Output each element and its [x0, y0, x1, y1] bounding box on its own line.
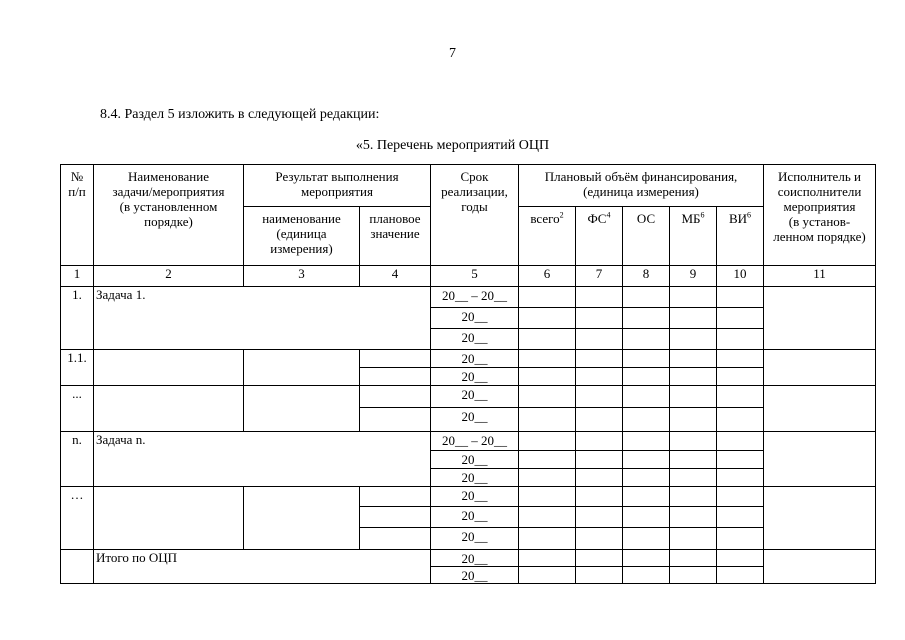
- finance-cell: [576, 350, 623, 368]
- header-executor: Исполнитель и соисполнители мероприятия (в установ- ленном порядке): [764, 165, 876, 266]
- finance-cell: [623, 567, 670, 584]
- finance-cell: [576, 550, 623, 567]
- measure-number: 1.1.: [61, 350, 94, 386]
- finance-cell: [717, 329, 764, 350]
- finance-cell: [717, 451, 764, 469]
- year-cell: 20__ – 20__: [431, 432, 519, 451]
- finance-cell: [623, 507, 670, 528]
- header-result-name: наименование (единица измерения): [244, 207, 360, 266]
- year-cell: 20__: [431, 308, 519, 329]
- finance-cell: [717, 469, 764, 487]
- finance-cell: [519, 432, 576, 451]
- header-term: Срок реализации, годы: [431, 165, 519, 266]
- finance-cell: [519, 469, 576, 487]
- measure-number: ...: [61, 386, 94, 432]
- finance-cell: [576, 368, 623, 386]
- finance-cell: [519, 408, 576, 432]
- finance-cell: [519, 550, 576, 567]
- header-result-group: Результат выполнения мероприятия: [244, 165, 431, 207]
- finance-cell: [717, 507, 764, 528]
- finance-cell: [623, 487, 670, 507]
- finance-cell: [519, 528, 576, 550]
- activities-table: [60, 164, 876, 584]
- finance-cell: [670, 469, 717, 487]
- finance-cell: [576, 408, 623, 432]
- finance-cell: [670, 451, 717, 469]
- finance-cell: [670, 432, 717, 451]
- finance-cell: [670, 308, 717, 329]
- year-cell: 20__: [431, 350, 519, 368]
- year-cell: 20__ – 20__: [431, 287, 519, 308]
- measure-name: [94, 487, 244, 550]
- finance-cell: [623, 528, 670, 550]
- column-number: 3: [244, 266, 360, 287]
- finance-cell: [576, 469, 623, 487]
- year-cell: 20__: [431, 507, 519, 528]
- executor-cell: [764, 386, 876, 432]
- header-number: № п/п: [61, 165, 94, 266]
- column-number: 4: [360, 266, 431, 287]
- finance-cell: [623, 308, 670, 329]
- finance-cell: [670, 368, 717, 386]
- finance-cell: [717, 528, 764, 550]
- finance-cell: [623, 386, 670, 408]
- measure-name: [94, 386, 244, 432]
- year-cell: 20__: [431, 550, 519, 567]
- task1-number: 1.: [61, 287, 94, 350]
- finance-cell: [670, 287, 717, 308]
- year-cell: 20__: [431, 469, 519, 487]
- finance-cell: [717, 567, 764, 584]
- result-value-cell: [360, 487, 431, 507]
- finance-cell: [717, 287, 764, 308]
- finance-cell: [623, 368, 670, 386]
- finance-cell: [519, 451, 576, 469]
- table-caption: «5. Перечень мероприятий ОЦП: [355, 138, 550, 153]
- finance-cell: [519, 386, 576, 408]
- taskn-name: Задача n.: [94, 432, 431, 487]
- finance-cell: [670, 350, 717, 368]
- finance-cell: [670, 567, 717, 584]
- executor-cell: [764, 350, 876, 386]
- measure-name: [94, 350, 244, 386]
- column-number-row: [61, 266, 876, 287]
- column-number: 2: [94, 266, 244, 287]
- finance-cell: [576, 528, 623, 550]
- result-name-cell: [244, 487, 360, 550]
- task1-name: Задача 1.: [94, 287, 431, 350]
- intro-text: 8.4. Раздел 5 изложить в следующей редакции:: [100, 107, 380, 122]
- finance-cell: [519, 368, 576, 386]
- finance-cell: [576, 487, 623, 507]
- header-task-name: Наименование задачи/мероприятия (в установленном порядке): [94, 165, 244, 266]
- column-number: 5: [431, 266, 519, 287]
- year-cell: 20__: [431, 567, 519, 584]
- finance-cell: [519, 329, 576, 350]
- finance-cell: [519, 487, 576, 507]
- finance-cell: [519, 507, 576, 528]
- year-cell: 20__: [431, 528, 519, 550]
- column-number: 1: [61, 266, 94, 287]
- column-number: 7: [576, 266, 623, 287]
- year-cell: 20__: [431, 329, 519, 350]
- header-finance-group: Плановый объём финансирования, (единица измерения): [519, 165, 764, 207]
- finance-cell: [623, 408, 670, 432]
- finance-cell: [717, 432, 764, 451]
- header-finance-fs: $ФС^4$: [576, 207, 623, 266]
- executor-cell: [764, 487, 876, 550]
- total-number-cell: [61, 550, 94, 584]
- finance-cell: [576, 507, 623, 528]
- finance-cell: [717, 550, 764, 567]
- result-value-cell: [360, 350, 431, 368]
- year-cell: 20__: [431, 451, 519, 469]
- result-name-cell: [244, 386, 360, 432]
- result-value-cell: [360, 408, 431, 432]
- finance-cell: [623, 550, 670, 567]
- finance-cell: [576, 451, 623, 469]
- result-value-cell: [360, 528, 431, 550]
- year-cell: 20__: [431, 487, 519, 507]
- finance-cell: [623, 329, 670, 350]
- header-finance-vi: $ВИ^6$: [717, 207, 764, 266]
- finance-cell: [670, 507, 717, 528]
- finance-cell: [576, 287, 623, 308]
- measure-number: …: [61, 487, 94, 550]
- result-name-cell: [244, 350, 360, 386]
- header-result-value: плановое значение: [360, 207, 431, 266]
- finance-cell: [576, 432, 623, 451]
- finance-cell: [519, 350, 576, 368]
- year-cell: 20__: [431, 408, 519, 432]
- finance-cell: [623, 469, 670, 487]
- column-number: 8: [623, 266, 670, 287]
- finance-cell: [519, 308, 576, 329]
- finance-cell: [717, 386, 764, 408]
- finance-cell: [670, 329, 717, 350]
- header-finance-total: всего$^2$: [519, 207, 576, 266]
- finance-cell: [519, 567, 576, 584]
- finance-cell: [623, 432, 670, 451]
- finance-cell: [576, 567, 623, 584]
- year-cell: 20__: [431, 368, 519, 386]
- column-number: 10: [717, 266, 764, 287]
- finance-cell: [623, 451, 670, 469]
- year-cell: 20__: [431, 386, 519, 408]
- finance-cell: [576, 386, 623, 408]
- executor-cell: [764, 287, 876, 350]
- finance-cell: [717, 487, 764, 507]
- finance-cell: [623, 287, 670, 308]
- finance-cell: [576, 308, 623, 329]
- result-value-cell: [360, 386, 431, 408]
- finance-cell: [717, 350, 764, 368]
- result-value-cell: [360, 507, 431, 528]
- finance-cell: [670, 408, 717, 432]
- column-number: 9: [670, 266, 717, 287]
- finance-cell: [623, 350, 670, 368]
- taskn-number: n.: [61, 432, 94, 487]
- finance-cell: [519, 287, 576, 308]
- header-finance-os: ОС: [623, 207, 670, 266]
- header-finance-mb: $МБ^6$: [670, 207, 717, 266]
- result-value-cell: [360, 368, 431, 386]
- finance-cell: [670, 487, 717, 507]
- finance-cell: [670, 386, 717, 408]
- finance-cell: [670, 550, 717, 567]
- total-label: Итого по ОЦП: [94, 550, 431, 584]
- executor-cell: [764, 550, 876, 584]
- column-number: 6: [519, 266, 576, 287]
- finance-cell: [717, 308, 764, 329]
- finance-cell: [670, 528, 717, 550]
- page-number: 7: [449, 46, 456, 61]
- finance-cell: [717, 408, 764, 432]
- finance-cell: [717, 368, 764, 386]
- column-number: 11: [764, 266, 876, 287]
- executor-cell: [764, 432, 876, 487]
- finance-cell: [576, 329, 623, 350]
